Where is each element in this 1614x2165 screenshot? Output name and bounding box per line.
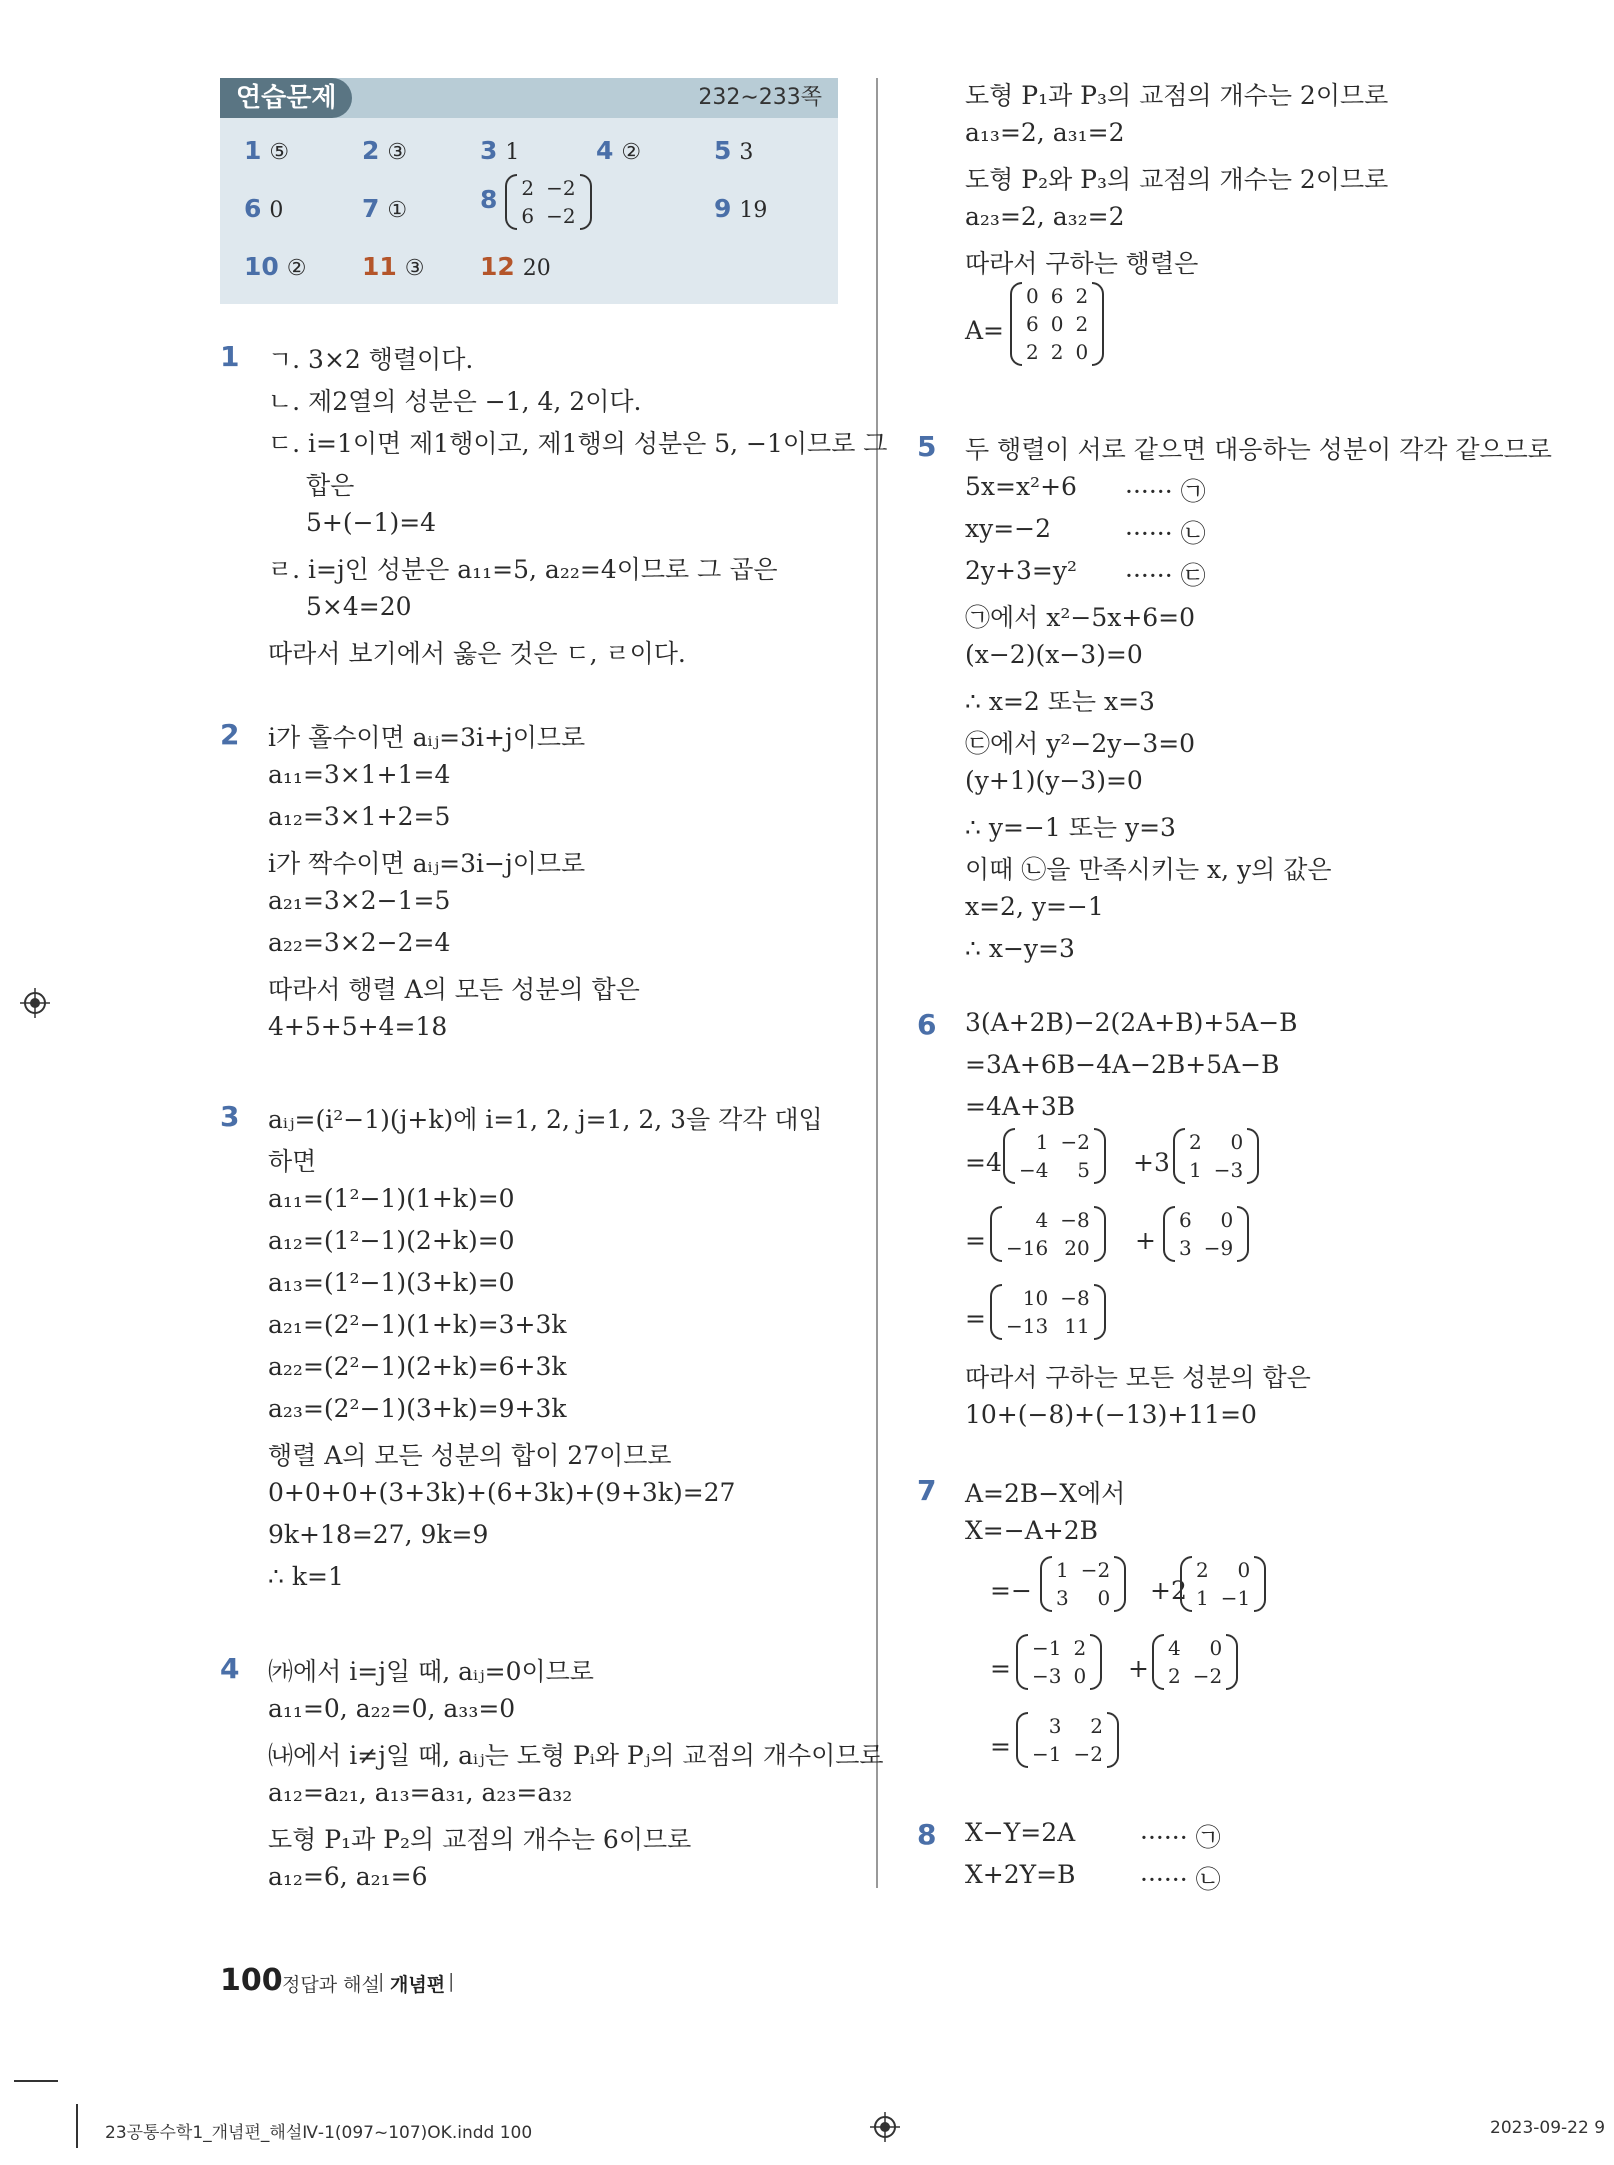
solution-line: = [965,1226,986,1255]
matrix-cell: 20 [1064,1236,1090,1260]
matrix-cell: −2 [1073,1742,1103,1766]
matrix-cell: 6 [1179,1208,1192,1232]
answer-item: 12 20 [480,252,551,281]
solution-line: a₂₁=3×2−1=5 [268,886,451,915]
answer-item: 4 ② [596,136,642,165]
matrix-cell: 0 [1237,1558,1251,1582]
solution-line: a₂₃=2, a₃₂=2 [965,202,1125,231]
solution-line: A=2B−X에서 [965,1479,1126,1508]
solution-line: ㄴ. 제2열의 성분은 −1, 4, 2이다. [268,387,642,416]
solution-line: ㉢에서 y²−2y−3=0 [965,729,1196,758]
solution-line: = [990,1654,1011,1683]
solution-line: 하면 [268,1147,317,1176]
matrix-cell: −2 [1080,1558,1111,1582]
matrix-cell: −1 [1032,1636,1062,1660]
solution-line: a₁₁=0, a₂₂=0, a₃₃=0 [268,1694,516,1723]
matrix-cell: 1 [1189,1158,1202,1182]
matrix [1016,1634,1102,1690]
solution-line: ∴ x−y=3 [965,934,1075,963]
matrix-cell: −8 [1060,1208,1090,1232]
problem-number: 1 [220,340,240,373]
matrix-cell: 0 [1075,340,1089,364]
solution-line: 도형 P₂와 P₃의 교점의 개수는 2이므로 [965,165,1389,194]
solution-line: =4 [965,1148,1002,1177]
solution-line: a₁₂=6, a₂₁=6 [268,1862,428,1891]
solution-line: 따라서 행렬 A의 모든 성분의 합은 [268,975,640,1004]
matrix-cell: 2 [1050,340,1064,364]
answer-box [220,78,838,304]
matrix [990,1284,1106,1340]
solution-line: i가 홀수이면 aᵢⱼ=3i+j이므로 [268,723,586,752]
solution-line: 4+5+5+4=18 [268,1012,448,1041]
problem-number: 3 [220,1100,240,1133]
matrix [1010,282,1104,366]
left-paren [1173,1128,1185,1184]
solution-line: 합은 [306,471,355,500]
left-paren [1180,1556,1192,1612]
matrix-cell: −2 [1060,1130,1090,1154]
solution-line: 9k+18=27, 9k=9 [268,1520,489,1549]
footer-label: 정답과 해설 [282,1974,380,1996]
left-paren [1152,1634,1164,1690]
solution-line: 0+0+0+(3+3k)+(6+3k)+(9+3k)=27 [268,1478,736,1507]
solution-line: + [1128,1654,1149,1683]
solution-line: +3 [1133,1148,1170,1177]
solution-line: a₁₂=(1²−1)(2+k)=0 [268,1226,515,1255]
solution-line: a₂₁=(2²−1)(1+k)=3+3k [268,1310,567,1339]
matrix-cell: −8 [1060,1286,1090,1310]
matrix-cell: 6 [1050,284,1064,308]
right-paren [1226,1634,1238,1690]
matrix [990,1206,1106,1262]
solution-line: 따라서 보기에서 옳은 것은 ㄷ, ㄹ이다. [268,639,686,668]
solution-line: a₁₃=2, a₃₁=2 [965,118,1125,147]
right-paren [1107,1712,1119,1768]
solution-line: i가 짝수이면 aᵢⱼ=3i−j이므로 [268,849,586,878]
matrix-cell: 0 [1097,1586,1111,1610]
matrix-cell: 2 [1196,1558,1209,1582]
right-paren [1094,1284,1106,1340]
solution-line: 5x=x²+6 [965,472,1077,501]
solution-line: X=−A+2B [965,1516,1098,1545]
matrix-cell: 2 [1168,1664,1181,1688]
answer-box-title: 연습문제 [220,78,352,118]
matrix [1040,1556,1126,1612]
problem-number: 6 [917,1008,937,1041]
problem-number: 4 [220,1652,240,1685]
matrix-cell: −4 [1019,1158,1049,1182]
solution-line: ㄹ. i=j인 성분은 a₁₁=5, a₂₂=4이므로 그 곱은 [268,555,778,584]
footer-separator: | [378,1970,385,1992]
matrix-cell: 2 [1189,1130,1202,1154]
footer-separator: | [448,1970,455,1992]
crop-mark [76,2104,78,2148]
right-paren [1254,1556,1266,1612]
right-paren [1237,1206,1249,1262]
left-paren [1163,1206,1175,1262]
answer-item: 3 1 [480,136,520,165]
matrix-cell: 3 [1179,1236,1192,1260]
matrix-cell: 0 [1220,1208,1234,1232]
solution-line: a₂₃=(2²−1)(3+k)=9+3k [268,1394,567,1423]
problem-number: 2 [220,718,240,751]
left-paren [990,1206,1002,1262]
solution-line: =4A+3B [965,1092,1076,1121]
solution-line: ㈏에서 i≠j일 때, aᵢⱼ는 도형 Pᵢ와 Pⱼ의 교점의 개수이므로 [268,1741,884,1770]
matrix [1152,1634,1238,1690]
footer-section: 개념편 [390,1974,446,1996]
answer-item: 2 ③ [362,136,408,165]
matrix-cell: 4 [1168,1636,1181,1660]
answer-item: 1 ⑤ [244,136,290,165]
answer-item: 10 ② [244,252,307,281]
solution-line: a₁₃=(1²−1)(3+k)=0 [268,1268,515,1297]
matrix-cell: 5 [1077,1158,1090,1182]
matrix-cell: 6 [1026,312,1039,336]
matrix-cell: 1 [1035,1130,1049,1154]
solution-line: a₂₂=3×2−2=4 [268,928,451,957]
matrix-cell: 0 [1073,1664,1087,1688]
answer-matrix [505,174,591,230]
solution-line: 따라서 구하는 모든 성분의 합은 [965,1363,1311,1392]
solution-line: ······ ㉠ [1140,1823,1221,1852]
solution-line: =− [990,1576,1032,1605]
solution-line: ㉠에서 x²−5x+6=0 [965,603,1196,632]
matrix-cell: 3 [1048,1714,1062,1738]
matrix [1016,1712,1119,1768]
solution-line: ㈎에서 i=j일 때, aᵢⱼ=0이므로 [268,1657,594,1686]
solution-line: aᵢⱼ=(i²−1)(j+k)에 i=1, 2, j=1, 2, 3을 각각 대입 [268,1105,823,1134]
problem-number: 8 [917,1818,937,1851]
solution-line: 이때 ㉡을 만족시키는 x, y의 값은 [965,855,1332,884]
matrix-cell: 1 [1056,1558,1069,1582]
left-paren [1040,1556,1052,1612]
matrix-cell: 11 [1064,1314,1090,1338]
solution-line: = [965,1304,986,1333]
matrix [1003,1128,1106,1184]
solution-line: ∴ x=2 또는 x=3 [965,687,1155,716]
right-paren [1094,1206,1106,1262]
matrix-cell: 2 [521,176,535,200]
registration-mark-icon [20,988,50,1018]
right-paren [1094,1128,1106,1184]
answer-item: 8 2 −2 6 −2 [480,174,592,230]
matrix-cell: −3 [1032,1664,1062,1688]
solution-line: ∴ y=−1 또는 y=3 [965,813,1176,842]
matrix-cell: −1 [1220,1586,1251,1610]
solution-line: 두 행렬이 서로 같으면 대응하는 성분이 각각 같으므로 [965,435,1552,464]
matrix-cell: 2 [1075,284,1089,308]
left-paren [1016,1712,1028,1768]
registration-mark-icon [870,2112,900,2142]
answer-item: 9 19 [714,194,768,223]
matrix-cell: 3 [1056,1586,1069,1610]
solution-line: +2 [1150,1576,1187,1605]
matrix-cell: 2 [1075,312,1089,336]
solution-line: 5×4=20 [306,592,412,621]
column-divider [876,78,878,1888]
solution-line: 도형 P₁과 P₃의 교점의 개수는 2이므로 [965,81,1389,110]
right-paren [1092,282,1104,366]
left-paren [1010,282,1022,366]
matrix-cell: −2 [546,176,576,200]
matrix-cell: 4 [1035,1208,1049,1232]
matrix-cell: −3 [1213,1158,1244,1182]
crop-mark [14,2080,58,2082]
solution-line: 행렬 A의 모든 성분의 합이 27이므로 [268,1441,672,1470]
solution-line: 10+(−8)+(−13)+11=0 [965,1400,1257,1429]
solution-line: ······ ㉠ [1125,477,1206,506]
matrix-cell: 2 [1090,1714,1103,1738]
answer-item: 6 0 [244,194,284,223]
answer-item: 11 ③ [362,252,425,281]
solution-line: ㄱ. 3×2 행렬이다. [268,345,474,374]
answer-box-pages: 232∼233쪽 [698,85,822,110]
solution-line: xy=−2 [965,514,1052,543]
solution-line: X+2Y=B [965,1860,1076,1889]
matrix-cell: −13 [1006,1314,1049,1338]
solution-line: a₁₂=a₂₁, a₁₃=a₃₁, a₂₃=a₃₂ [268,1778,573,1807]
matrix-cell: −9 [1203,1236,1234,1260]
solution-line: x=2, y=−1 [965,892,1104,921]
slug-filename: 23공통수학1_개념편_해설Ⅳ-1(097~107)OK.indd 100 [105,2123,533,2143]
matrix-cell: −2 [546,204,576,228]
solution-line: 3(A+2B)−2(2A+B)+5A−B [965,1008,1298,1037]
solution-line: a₁₁=(1²−1)(1+k)=0 [268,1184,515,1213]
solution-line: ······ ㉡ [1125,519,1206,548]
matrix-cell: 0 [1209,1636,1223,1660]
right-paren [580,174,592,230]
right-paren [1247,1128,1259,1184]
slug-date: 2023-09-22 9 [1490,2118,1606,2138]
solution-line: 도형 P₁과 P₂의 교점의 개수는 6이므로 [268,1825,692,1854]
matrix-cell: 0 [1050,312,1064,336]
answer-item: 7 ① [362,194,408,223]
page-number: 100 [220,1963,283,1998]
solution-line: 따라서 구하는 행렬은 [965,249,1199,278]
matrix [1163,1206,1249,1262]
problem-number: 5 [917,430,937,463]
left-paren [505,174,517,230]
matrix-cell: −1 [1032,1742,1062,1766]
matrix-cell: 0 [1026,284,1039,308]
solution-line: ······ ㉢ [1125,561,1206,590]
solution-line: =3A+6B−4A−2B+5A−B [965,1050,1280,1079]
matrix-cell: −16 [1006,1236,1049,1260]
solution-line: X−Y=2A [965,1818,1076,1847]
solution-line: + [1135,1226,1156,1255]
right-paren [1090,1634,1102,1690]
solution-line: = [990,1732,1011,1761]
matrix-cell: 6 [521,204,535,228]
left-paren [1003,1128,1015,1184]
matrix-cell: 2 [1026,340,1039,364]
solution-line: a₂₂=(2²−1)(2+k)=6+3k [268,1352,567,1381]
solution-line: ∴ k=1 [268,1562,344,1591]
solution-line: 2y+3=y² [965,556,1077,585]
answer-box-header [220,78,838,118]
solution-line: (y+1)(y−3)=0 [965,766,1143,795]
left-paren [1016,1634,1028,1690]
solution-line: ㄷ. i=1이면 제1행이고, 제1행의 성분은 5, −1이므로 그 [268,429,888,458]
matrix-cell: 0 [1230,1130,1244,1154]
matrix-cell: 2 [1073,1636,1087,1660]
solution-line: (x−2)(x−3)=0 [965,640,1143,669]
matrix [1173,1128,1259,1184]
matrix-cell: 10 [1022,1286,1049,1310]
solution-line: ······ ㉡ [1140,1865,1221,1894]
right-paren [1114,1556,1126,1612]
problem-number: 7 [917,1474,937,1507]
matrix-cell: −2 [1192,1664,1223,1688]
solution-line: 5+(−1)=4 [306,508,437,537]
solution-line: a₁₂=3×1+2=5 [268,802,451,831]
solution-line: a₁₁=3×1+1=4 [268,760,451,789]
matrix [1180,1556,1266,1612]
left-paren [990,1284,1002,1340]
matrix-cell: 1 [1196,1586,1209,1610]
answer-item: 5 3 [714,136,754,165]
solution-line: A= [965,316,1005,345]
